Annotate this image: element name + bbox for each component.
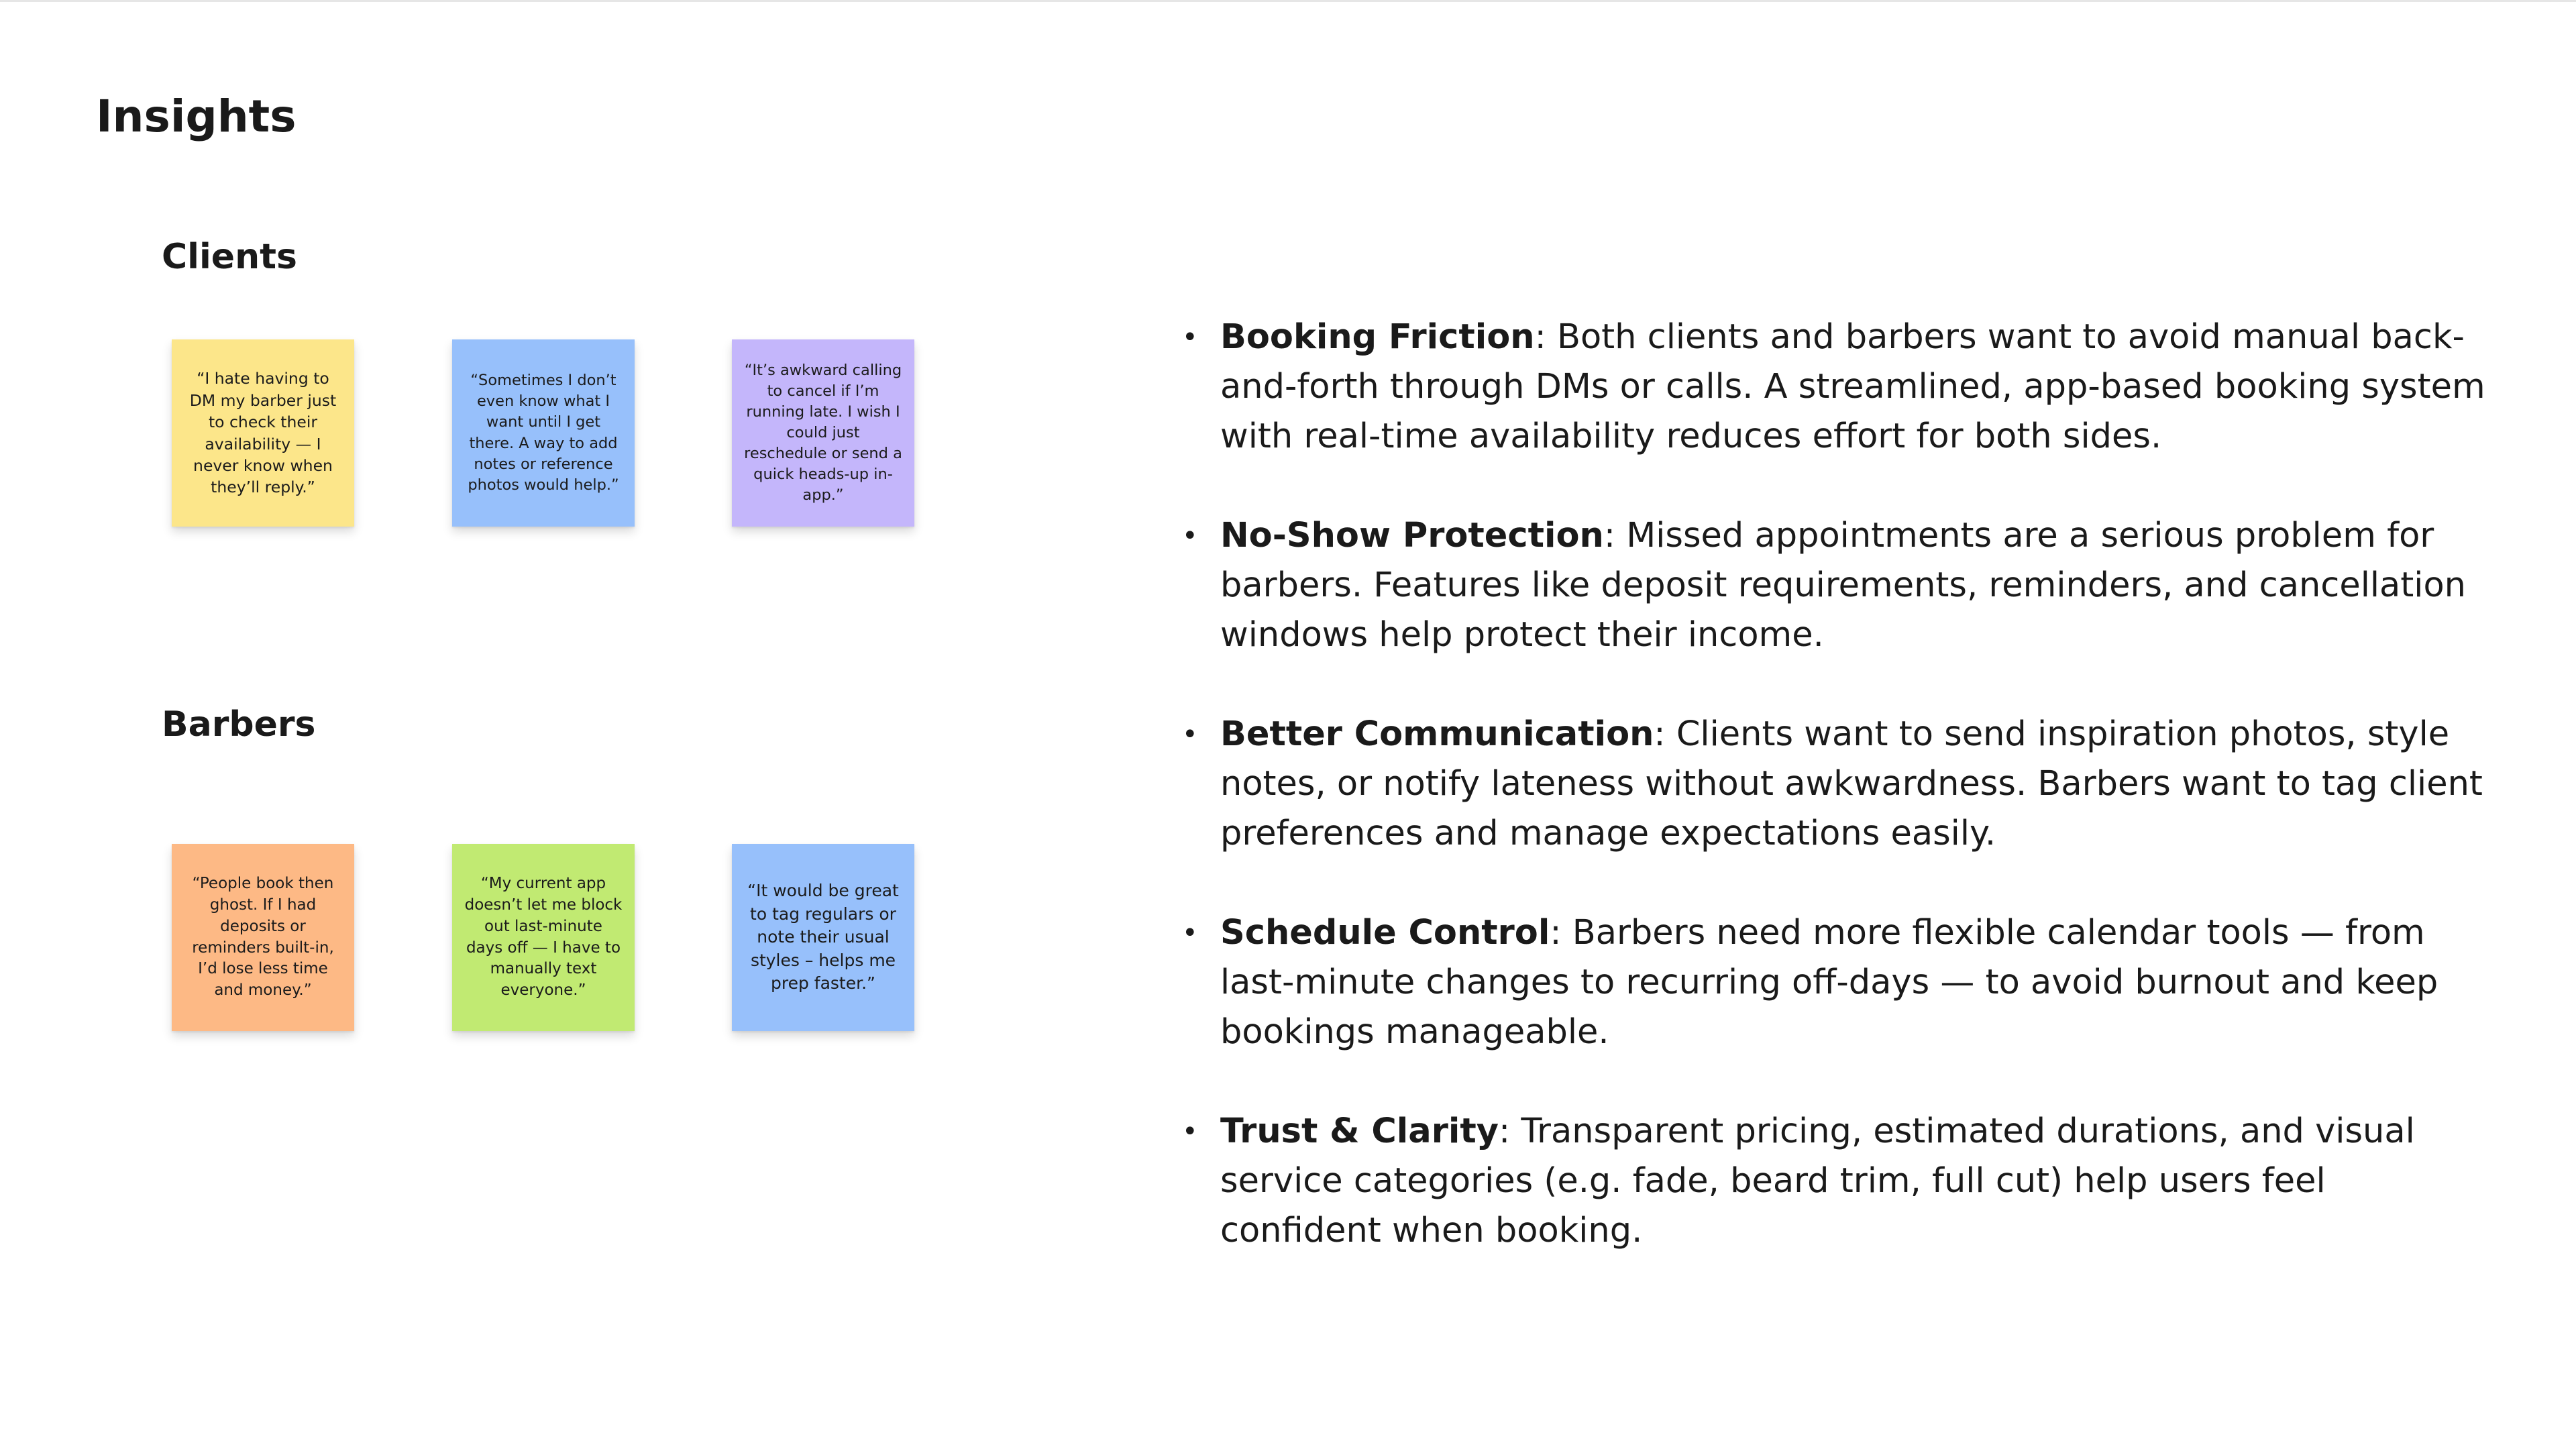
insight-no-show-protection (1182, 511, 2490, 660)
barber-sticky-note-1 (172, 844, 354, 1031)
barber-sticky-note-text: “It would be great to tag regulars or note their usual styles – helps me prep faster.” (747, 881, 899, 993)
client-sticky-note-text: “It’s awkward calling to cancel if I’m running late. I wish I could just reschedule or send a quick heads-up in-app.” (744, 361, 902, 504)
insight-booking-friction (1182, 313, 2490, 462)
insight-text: : Transparent pricing, estimated durations, and visual service categories (e.g. fade, beard trim, full cut) help users feel confident when booking. (1220, 1112, 2415, 1250)
insight-text: : Clients want to send inspiration photos, style notes, or notify lateness without awkwardness. Barbers want to tag client preferences and manage expectations easily. (1220, 714, 2483, 853)
client-sticky-note-2 (452, 339, 635, 527)
insight-text: : Barbers need more flexible calendar tools — from last-minute changes to recurring off-days — to avoid burnout and keep bookings manageable. (1220, 913, 2438, 1052)
bullet-icon: • (1182, 521, 1198, 551)
barber-sticky-note-3 (732, 844, 914, 1031)
insight-title: Booking Friction (1220, 317, 1535, 357)
page-title: Insights (96, 91, 297, 142)
insights-list (1182, 313, 2490, 1305)
client-sticky-note-text: “Sometimes I don’t even know what I want until I get there. A way to add notes or reference photos would help.” (468, 372, 619, 494)
insight-text: : Both clients and barbers want to avoid manual back-and-forth through DMs or calls. A streamlined, app-based booking system with real-time availability reduces effort for both sides. (1220, 317, 2485, 456)
insight-title: Schedule Control (1220, 913, 1550, 953)
insight-title: Trust & Clarity (1220, 1112, 1499, 1151)
clients-section-title: Clients (162, 237, 297, 277)
bullet-icon: • (1182, 719, 1198, 750)
bullet-icon: • (1182, 322, 1198, 353)
insight-trust-clarity (1182, 1107, 2490, 1256)
barbers-section-title: Barbers (162, 704, 316, 745)
insight-title: Better Communication (1220, 714, 1654, 754)
insight-better-communication (1182, 710, 2490, 859)
client-sticky-note-1 (172, 339, 354, 527)
barber-sticky-note-2 (452, 844, 635, 1031)
barber-sticky-note-text: “My current app doesn’t let me block out last-minute days off — I have to manually text everyone.” (464, 875, 623, 999)
client-sticky-note-3 (732, 339, 914, 527)
top-divider (0, 0, 2576, 2)
client-sticky-note-text: “I hate having to DM my barber just to check their availability — I never know when they’ll reply.” (189, 369, 337, 497)
barber-sticky-note-text: “People book then ghost. If I had deposits or reminders built-in, I’d lose less time and money.” (192, 875, 334, 999)
insight-text: : Missed appointments are a serious problem for barbers. Features like deposit requirements, reminders, and cancellation windows help protect their income. (1220, 516, 2466, 655)
insight-schedule-control (1182, 908, 2490, 1057)
insight-title: No-Show Protection (1220, 516, 1604, 555)
bullet-icon: • (1182, 918, 1198, 949)
bullet-icon: • (1182, 1116, 1198, 1147)
